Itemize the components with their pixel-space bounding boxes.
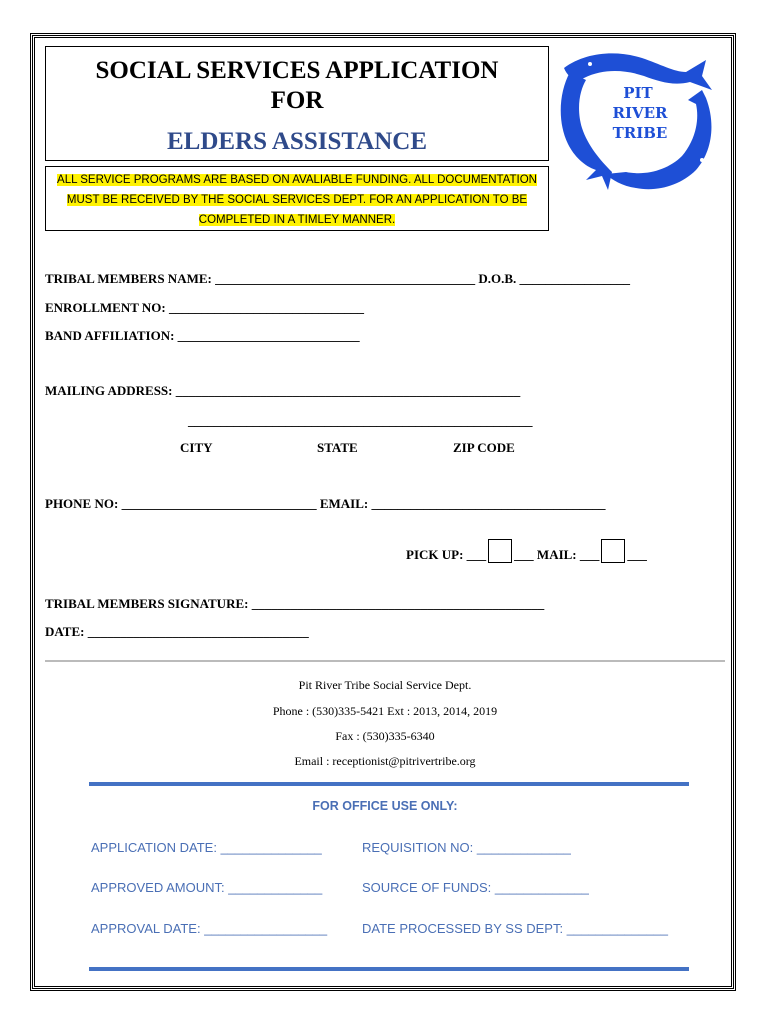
approved-amount-input[interactable]: _____________ [228,880,323,895]
mail-label: MAIL: [536,547,577,562]
requisition-label: REQUISITION NO: [362,840,474,855]
mail-blank-left: ___ [579,547,600,562]
mailing-input[interactable]: _____________________________________________________ [175,383,521,398]
pickup-blank-right: ___ [514,547,534,562]
section-divider [45,660,725,662]
mail-checkbox[interactable] [601,539,625,563]
pickup-label: PICK UP: [406,547,464,562]
mailing-line-2 [188,413,533,429]
subtitle: ELDERS ASSISTANCE [166,128,428,155]
phone-row [45,496,605,512]
phone-input[interactable]: ______________________________ [121,496,317,511]
signature-label: TRIBAL MEMBERS SIGNATURE: [45,596,249,611]
title-line-2: FOR [270,87,324,114]
mailing-row [45,383,520,399]
requisition-input[interactable]: _____________ [476,840,571,855]
source-of-funds-label: SOURCE OF FUNDS: [362,880,492,895]
mailing-label: MAILING ADDRESS: [45,383,173,398]
date-row [45,624,309,640]
contact-phone: Phone : (530)335-5421 Ext : 2013, 2014, 2019 [272,704,498,718]
signature-input[interactable]: _____________________________________________ [251,596,545,611]
logo-text-river: RIVER [612,104,668,122]
approval-date-label: APPROVAL DATE: [91,921,201,936]
enrollment-input[interactable]: ______________________________ [169,300,364,315]
delivery-row [406,539,647,563]
signature-row [45,596,544,612]
date-input[interactable]: __________________________________ [87,624,309,639]
notice-box [45,166,549,231]
approved-amount-label: APPROVED AMOUNT: [91,880,225,895]
notice-line-1: ALL SERVICE PROGRAMS ARE BASED ON AVALIABLE FUNDING. ALL DOCUMENTATION [57,174,537,186]
band-label: BAND AFFILIATION: [45,328,175,343]
requisition-row [362,840,571,855]
dob-input[interactable]: _________________ [519,271,631,286]
pickup-blank-left: ___ [466,547,487,562]
contact-fax: Fax : (530)335-6340 [335,729,435,743]
approval-date-input[interactable]: _________________ [204,921,328,936]
date-label: DATE: [45,624,85,639]
city-label: CITY [180,440,213,455]
notice-line-3: COMPLETED IN A TIMLEY MANNER. [198,214,396,226]
phone-label: PHONE NO: [45,496,119,511]
source-of-funds-row [362,880,589,895]
enrollment-row [45,300,364,316]
dob-label: D.O.B. [478,271,517,286]
logo-text-pit: PIT [623,84,653,102]
title-box [45,46,549,161]
band-row [45,328,360,344]
date-processed-label: DATE PROCESSED BY SS DEPT: [362,921,564,936]
pit-river-tribe-logo [556,42,716,194]
enrollment-label: ENROLLMENT NO: [45,300,166,315]
name-row [45,271,630,287]
contact-dept: Pit River Tribe Social Service Dept. [298,678,472,692]
office-title: FOR OFFICE USE ONLY: [312,799,458,813]
office-top-rule [89,782,689,786]
email-label: EMAIL: [319,496,369,511]
state-label: STATE [317,440,358,455]
contact-email: Email : receptionist@pitrivertribe.org [294,754,476,768]
application-date-input[interactable]: ______________ [220,840,322,855]
application-date-row [91,840,322,855]
email-input[interactable]: ____________________________________ [371,496,606,511]
logo-text-tribe: TRIBE [612,124,668,142]
zip-label: ZIP CODE [453,440,515,455]
source-of-funds-input[interactable]: _____________ [494,880,589,895]
approval-date-row [91,921,327,936]
mail-blank-right: ___ [627,547,647,562]
name-label: TRIBAL MEMBERS NAME: [45,271,212,286]
name-input[interactable]: ________________________________________ [215,271,476,286]
approved-amount-row [91,880,322,895]
office-bottom-rule [89,967,689,971]
application-date-label: APPLICATION DATE: [91,840,217,855]
date-processed-input[interactable]: ______________ [566,921,668,936]
band-input[interactable]: ____________________________ [177,328,360,343]
pickup-checkbox[interactable] [488,539,512,563]
date-processed-row [362,921,668,936]
mailing-input-2[interactable]: _____________________________________________________ [188,413,533,428]
title-line-1: SOCIAL SERVICES APPLICATION [95,57,499,84]
notice-line-2: MUST BE RECEIVED BY THE SOCIAL SERVICES DEPT. FOR AN APPLICATION TO BE [66,194,528,206]
